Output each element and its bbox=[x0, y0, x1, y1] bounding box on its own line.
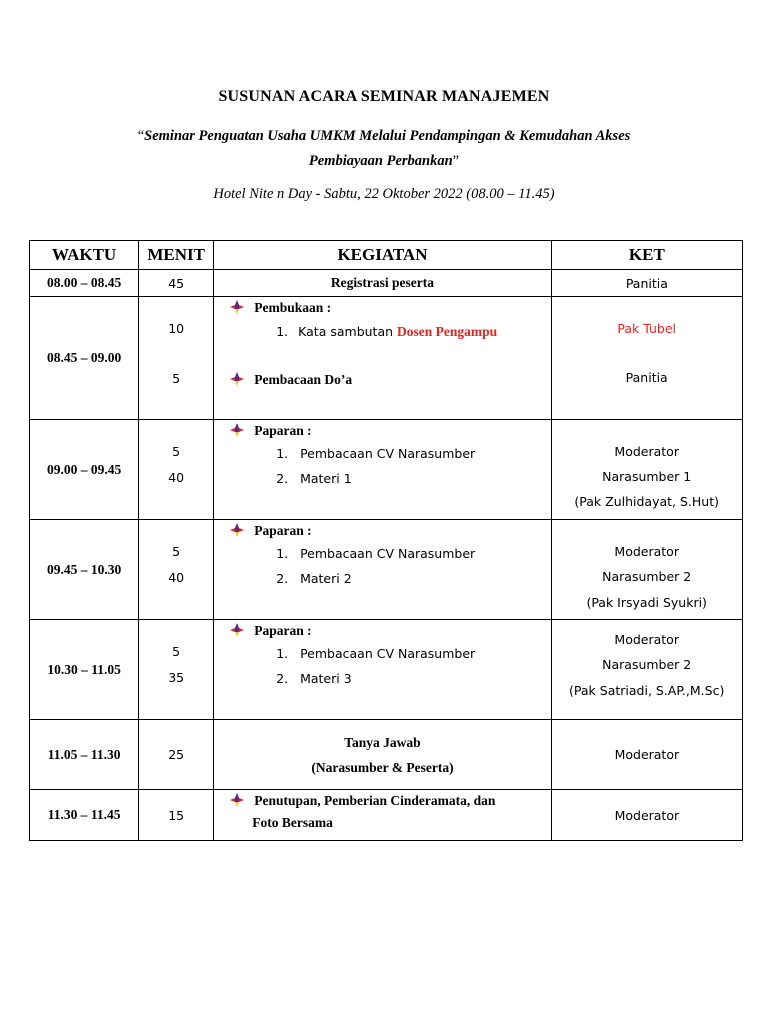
ket-cell: Panitia bbox=[551, 270, 742, 297]
waktu-cell: 11.05 – 11.30 bbox=[30, 720, 139, 790]
kegiatan-cell bbox=[214, 790, 551, 841]
table-header-row bbox=[30, 241, 743, 270]
table-row bbox=[30, 420, 743, 520]
kegiatan-item: 1. Pembacaan CV Narasumber bbox=[276, 546, 476, 561]
table-row bbox=[30, 620, 743, 720]
waktu-cell: 09.45 – 10.30 bbox=[30, 520, 139, 620]
kegiatan-heading: Penutupan, Pemberian Cinderamata, dan bbox=[230, 792, 495, 810]
four-arrow-bullet-icon bbox=[230, 372, 244, 386]
menit-value: 35 bbox=[168, 670, 185, 685]
waktu-cell: 10.30 – 11.05 bbox=[30, 620, 139, 720]
seminar-subtitle bbox=[100, 124, 668, 174]
table-row bbox=[30, 790, 743, 841]
menit-cell bbox=[139, 620, 214, 720]
four-arrow-bullet-icon bbox=[230, 623, 244, 637]
ket-value: Panitia bbox=[625, 370, 668, 385]
menit-value: 5 bbox=[172, 371, 181, 386]
kegiatan-item: 1. Pembacaan CV Narasumber bbox=[276, 446, 476, 461]
ket-value: (Pak Zulhidayat, S.Hut) bbox=[574, 494, 719, 509]
subtitle-line-2: Pembiayaan Perbankan bbox=[308, 153, 453, 169]
menit-cell bbox=[139, 420, 214, 520]
ket-value: Narasumber 1 bbox=[602, 469, 692, 484]
kegiatan-line: (Narasumber & Peserta) bbox=[311, 759, 454, 775]
kegiatan-line: Tanya Jawab bbox=[344, 734, 421, 750]
menit-cell bbox=[139, 297, 214, 420]
menit-cell: 25 bbox=[139, 720, 214, 790]
kegiatan-item: 2. Materi 2 bbox=[276, 571, 352, 586]
ket-value: Narasumber 2 bbox=[602, 569, 692, 584]
kegiatan-cell bbox=[214, 420, 551, 520]
kegiatan-heading: Paparan : bbox=[230, 522, 311, 540]
subtitle-line-1: Seminar Penguatan Usaha UMKM Melalui Pendampingan & Kemudahan Akses bbox=[144, 128, 631, 144]
open-quote: “ bbox=[137, 128, 145, 144]
kegiatan-item: 2. Materi 1 bbox=[276, 471, 352, 486]
menit-cell: 15 bbox=[139, 790, 214, 841]
kegiatan-cell: Registrasi peserta bbox=[214, 270, 551, 297]
header-ket: KET bbox=[551, 241, 742, 270]
four-arrow-bullet-icon bbox=[230, 793, 244, 807]
waktu-cell: 08.00 – 08.45 bbox=[30, 270, 139, 297]
kegiatan-heading: Pembukaan : bbox=[230, 299, 331, 317]
kegiatan-item: 1. Pembacaan CV Narasumber bbox=[276, 646, 476, 661]
header-kegiatan: KEGIATAN bbox=[214, 241, 551, 270]
table-row bbox=[30, 720, 743, 790]
venue-date-line: Hotel Nite n Day - Sabtu, 22 Oktober 2022 (08.00 – 11.45) bbox=[213, 186, 555, 202]
menit-value: 10 bbox=[168, 321, 185, 336]
ket-cell bbox=[551, 297, 742, 420]
ket-value: (Pak Irsyadi Syukri) bbox=[586, 595, 707, 610]
kegiatan-item: 1. Kata sambutan Dosen Pengampu bbox=[276, 324, 498, 339]
ket-cell: Moderator bbox=[551, 790, 742, 841]
menit-value: 40 bbox=[168, 570, 185, 585]
ket-cell: Moderator bbox=[551, 720, 742, 790]
ket-cell bbox=[551, 620, 742, 720]
table-row bbox=[30, 520, 743, 620]
header-menit: MENIT bbox=[139, 241, 214, 270]
schedule-table bbox=[29, 240, 743, 841]
kegiatan-cell bbox=[214, 520, 551, 620]
kegiatan-heading: Paparan : bbox=[230, 622, 311, 640]
menit-value: 5 bbox=[172, 444, 181, 459]
kegiatan-cell bbox=[214, 720, 551, 790]
document-title: SUSUNAN ACARA SEMINAR MANAJEMEN bbox=[218, 88, 550, 105]
menit-value: 40 bbox=[168, 470, 185, 485]
ket-value: Pak Tubel bbox=[617, 321, 676, 336]
ket-cell bbox=[551, 420, 742, 520]
kegiatan-cell bbox=[214, 297, 551, 420]
four-arrow-bullet-icon bbox=[230, 300, 244, 314]
menit-value: 5 bbox=[172, 544, 181, 559]
ket-cell bbox=[551, 520, 742, 620]
menit-value: 5 bbox=[172, 644, 181, 659]
ket-value: (Pak Satriadi, S.AP.,M.Sc) bbox=[569, 683, 725, 698]
waktu-cell: 08.45 – 09.00 bbox=[30, 297, 139, 420]
table-row bbox=[30, 297, 743, 420]
kegiatan-heading: Paparan : bbox=[230, 422, 311, 440]
four-arrow-bullet-icon bbox=[230, 423, 244, 437]
kegiatan-cell bbox=[214, 620, 551, 720]
close-quote: ” bbox=[452, 153, 460, 169]
menit-cell: 45 bbox=[139, 270, 214, 297]
kegiatan-heading: Pembacaan Do’a bbox=[230, 371, 352, 389]
ket-value: Moderator bbox=[614, 444, 679, 459]
menit-cell bbox=[139, 520, 214, 620]
waktu-cell: 09.00 – 09.45 bbox=[30, 420, 139, 520]
kegiatan-line: Foto Bersama bbox=[252, 815, 333, 830]
header-waktu: WAKTU bbox=[30, 241, 139, 270]
ket-value: Moderator bbox=[614, 544, 679, 559]
ket-value: Moderator bbox=[614, 632, 679, 647]
kegiatan-item: 2. Materi 3 bbox=[276, 671, 352, 686]
four-arrow-bullet-icon bbox=[230, 523, 244, 537]
table-row bbox=[30, 270, 743, 297]
waktu-cell: 11.30 – 11.45 bbox=[30, 790, 139, 841]
ket-value: Narasumber 2 bbox=[602, 657, 692, 672]
